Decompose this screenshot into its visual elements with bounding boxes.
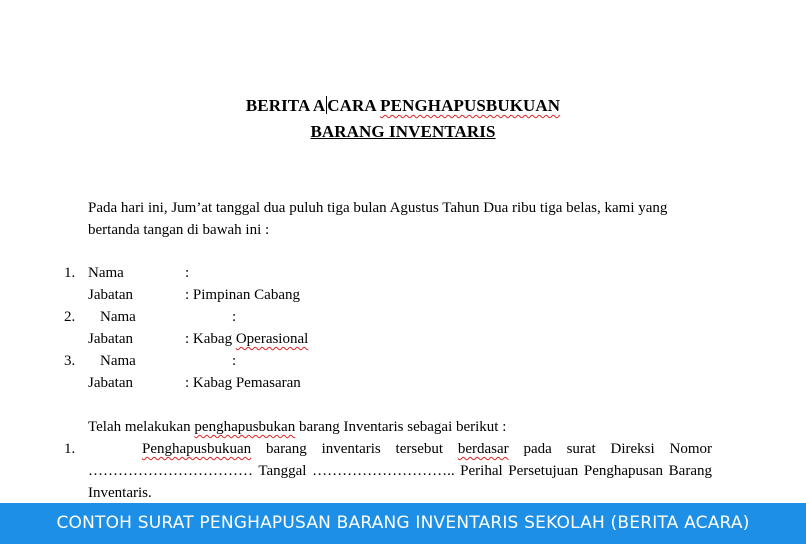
caption-banner [0,503,806,544]
signatory-2-name-label: Nama [100,309,136,325]
signatory-3-name-label: Nama [100,353,136,369]
signatory-1-jabatan-value: : Pimpinan Cabang [185,287,300,303]
signatory-1-number: 1. [64,265,76,281]
signatory-1-jabatan-label: Jabatan [88,287,133,303]
item-1-line-3: Inventaris. [88,485,152,501]
signatory-2-name-colon: : [232,309,237,325]
item-1-rest-text: pada surat Direksi Nomor [508,441,712,457]
section-lead [88,419,506,436]
signatory-2-jabatan [185,331,308,348]
section-lead-keyword: penghapusbukan [194,419,296,435]
item-1-number: 1. [64,441,76,457]
signatory-2-jabatan-label: Jabatan [88,331,133,347]
title-text-part-c: PENGHAPUSBUKUAN [380,96,561,115]
item-1-line-1 [88,441,712,458]
intro-line-2: bertanda tangan di bawah ini : [88,222,270,238]
title-subtitle: BARANG INVENTARIS [310,122,496,141]
item-1-mid-text: barang inventaris tersebut [251,441,458,457]
document-title-line-2 [0,122,806,142]
document-title-line-1 [0,96,806,116]
signatory-2-jabatan-value: Operasional [235,331,309,347]
item-1-line-2: …………………………… Tanggal ……………………….. Perihal Persetujuan Penghapusan Barang [88,463,712,479]
signatory-2-number: 2. [64,309,76,325]
title-text-part-a: BERITA A [245,96,326,115]
intro-line-1: Pada hari ini, Jum’at tanggal dua puluh tiga bulan Agustus Tahun Dua ribu tiga belas, kami yang [88,200,668,216]
signatory-3-name-colon: : [232,353,237,369]
signatory-1-name-label: Nama [88,265,124,281]
section-lead-part-a: Telah melakukan [88,419,195,435]
signatory-3-jabatan-value: : Kabag Pemasaran [185,375,301,391]
signatory-3-number: 3. [64,353,76,369]
caption-banner-text: CONTOH SURAT PENGHAPUSAN BARANG INVENTARIS SEKOLAH (BERITA ACARA) [56,513,750,533]
signatory-3-jabatan-label: Jabatan [88,375,133,391]
signatory-2-jabatan-prefix: : Kabag [185,331,236,347]
item-1-keyword-1: Penghapusbukuan [142,441,252,457]
section-lead-part-c: barang Inventaris sebagai berikut : [295,419,507,435]
signatory-1-name-colon: : [185,265,190,281]
item-1-keyword-2: berdasar [457,441,509,457]
title-text-part-b: CARA [327,96,381,115]
